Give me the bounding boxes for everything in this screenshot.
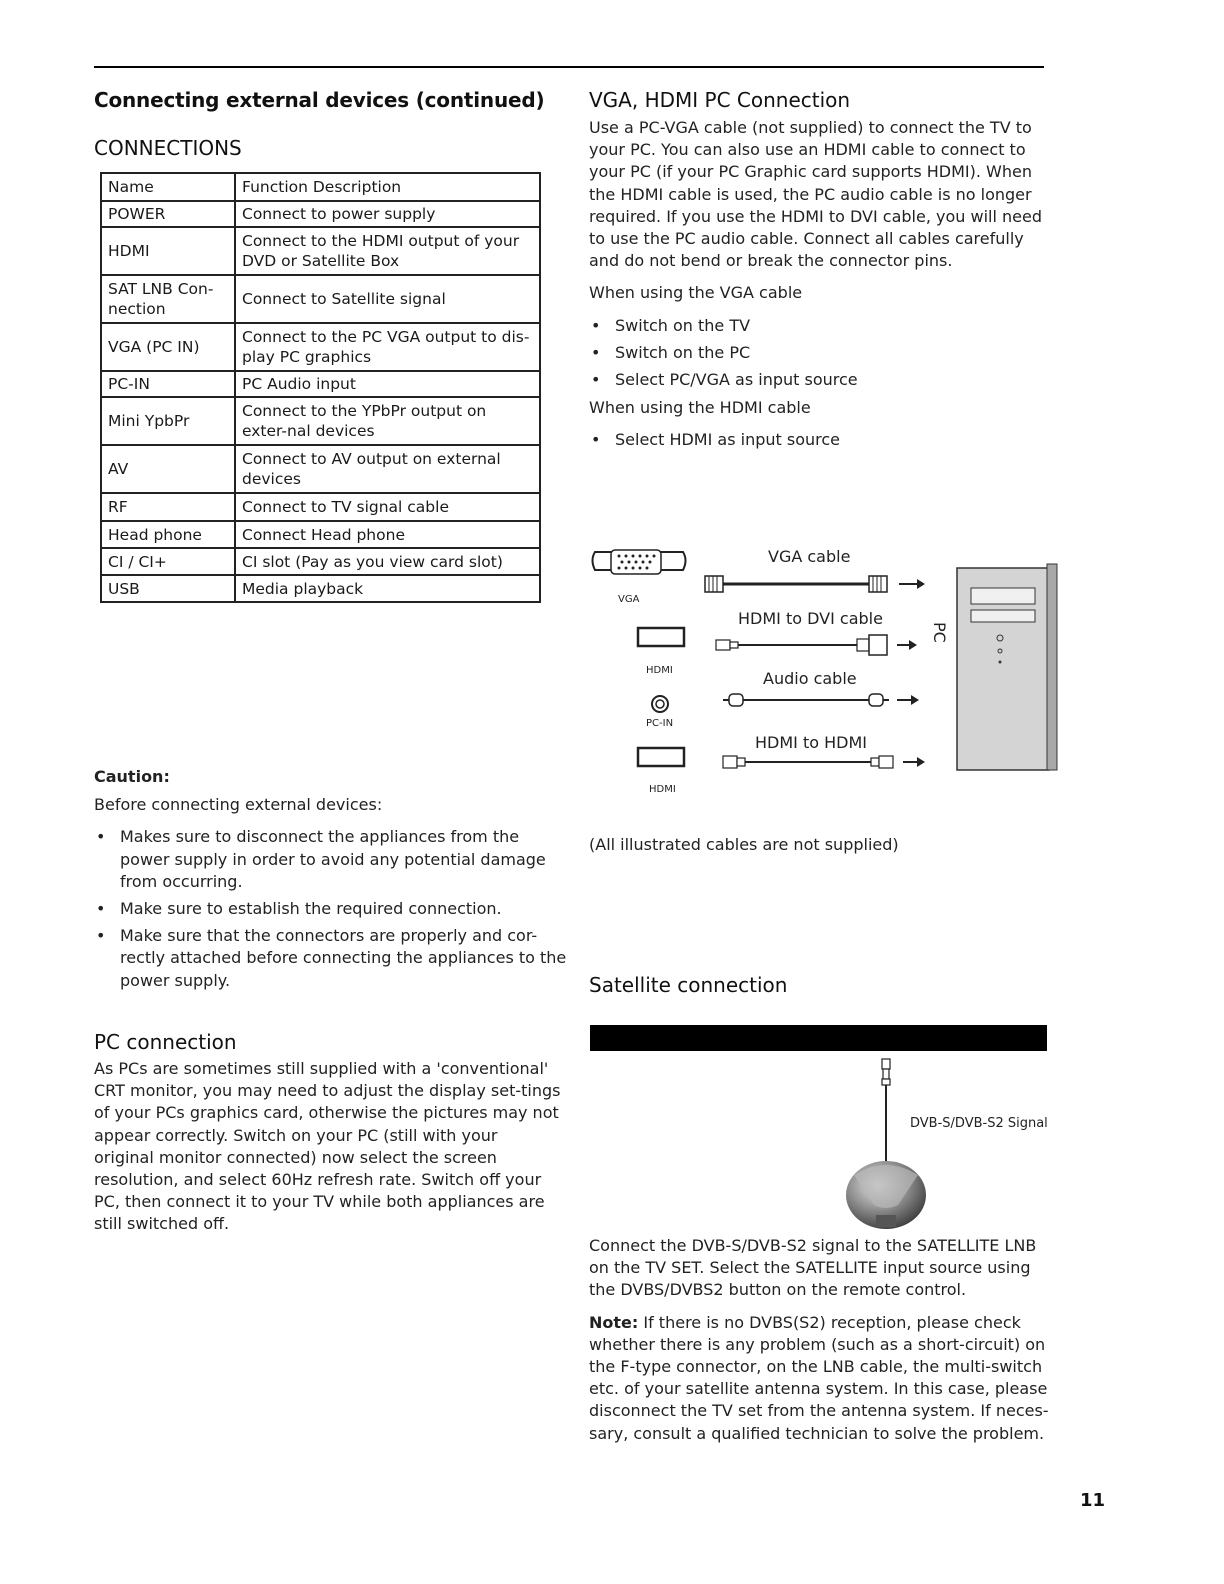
row-name: HDMI [101, 227, 235, 275]
row-desc: Connect to the YPbPr output on exter-nal devices [235, 397, 540, 445]
row-desc: Connect Head phone [235, 521, 540, 548]
row-desc: CI slot (Pay as you view card slot) [235, 548, 540, 575]
note-label: Note: [589, 1312, 639, 1332]
row-name: AV [101, 445, 235, 493]
table-row [101, 548, 540, 575]
vga-cable-label: VGA cable [768, 547, 851, 566]
list-item: • Select HDMI as input source [589, 429, 1059, 451]
table-row [101, 521, 540, 548]
caution-list [94, 826, 569, 991]
connections-heading: CONNECTIONS [94, 136, 242, 160]
row-name: USB [101, 575, 235, 602]
pc-connection-body: As PCs are sometimes still supplied with a 'conventional' CRT monitor, you may need to adjust the display set-tings of your PCs graphics card, otherwise the pictures may not appear correctly. Switch on your PC (still with your original monitor connected) now select the screen resolution, and select 60Hz refresh rate. Switch off your PC, then connect it to your TV while both appliances are still switched off. [94, 1059, 561, 1234]
list-item: • Switch on the TV [589, 315, 1059, 337]
satellite-body: Connect the DVB-S/DVB-S2 signal to the SATELLITE LNB on the TV SET. Select the SATELLITE input source using the DVBS/DVBS2 button on the remote control. [589, 1236, 1037, 1300]
left-column [94, 88, 569, 603]
hdmi-port-icon [638, 628, 684, 646]
table-row [101, 397, 540, 445]
f-connector-icon [882, 1059, 890, 1167]
list-item: • Make sure that the connectors are properly and cor-rectly attached before connecting the appliances to the power supply. [94, 925, 569, 992]
satellite-signal-label: DVB-S/DVB-S2 Signal [910, 1116, 1048, 1131]
row-name: RF [101, 493, 235, 521]
vga-hdmi-heading: VGA, HDMI PC Connection [589, 88, 851, 112]
row-desc: Connect to Satellite signal [235, 275, 540, 323]
audio-cable-icon [723, 694, 919, 706]
table-header-function: Function Description [235, 173, 540, 201]
row-desc: Media playback [235, 575, 540, 602]
caution-section [94, 766, 569, 992]
row-desc: Connect to AV output on external devices [235, 445, 540, 493]
table-row [101, 371, 540, 397]
satellite-lnb-icon [846, 1161, 926, 1229]
page-number: 11 [1080, 1490, 1106, 1511]
caution-intro: Before connecting external devices: [94, 795, 383, 815]
table-row [101, 275, 540, 323]
table-row [101, 445, 540, 493]
row-desc: Connect to power supply [235, 201, 540, 227]
pc-connection-section [94, 1030, 562, 1236]
vga-steps [589, 315, 1059, 392]
table-row [101, 575, 540, 602]
satellite-text [589, 1235, 1059, 1445]
pc-tower-icon [957, 564, 1057, 770]
satellite-note [589, 1312, 1059, 1445]
right-column [589, 88, 1059, 452]
hdmi-intro: When using the HDMI cable [589, 398, 811, 418]
hdmi-port-icon [638, 748, 684, 766]
pc-connection-diagram [585, 540, 1065, 800]
hdmi-port-label: HDMI [649, 784, 676, 795]
table-row [101, 201, 540, 227]
connections-table [100, 172, 541, 603]
table-row [101, 323, 540, 371]
audio-cable-label: Audio cable [763, 669, 857, 688]
list-item: • Makes sure to disconnect the appliances from the power supply in order to avoid any potential damage from occurring. [94, 826, 569, 893]
hdmi-hdmi-cable-icon [723, 756, 925, 768]
cables-note: (All illustrated cables are not supplied) [589, 835, 899, 854]
table-row [101, 227, 540, 275]
vga-intro: When using the VGA cable [589, 283, 803, 303]
list-item: • Switch on the PC [589, 342, 1059, 364]
row-desc: Connect to the PC VGA output to dis-play PC graphics [235, 323, 540, 371]
top-rule [94, 66, 1044, 68]
table-header-row [101, 173, 540, 201]
hdmi-dvi-cable-icon [716, 635, 917, 655]
hdmi-port-label: HDMI [646, 665, 673, 676]
row-name: VGA (PC IN) [101, 323, 235, 371]
hdmi-steps [589, 429, 1059, 451]
row-name: SAT LNB Con-nection [101, 275, 235, 323]
pc-label: PC [930, 622, 949, 643]
satellite-diagram [840, 1055, 1070, 1230]
row-desc: Connect to TV signal cable [235, 493, 540, 521]
row-desc: PC Audio input [235, 371, 540, 397]
row-name: POWER [101, 201, 235, 227]
table-row [101, 493, 540, 521]
vga-port-icon [593, 550, 686, 574]
row-name: CI / CI+ [101, 548, 235, 575]
caution-title: Caution: [94, 767, 170, 786]
row-name: PC-IN [101, 371, 235, 397]
hdmi-dvi-cable-label: HDMI to DVI cable [738, 609, 883, 628]
list-item: • Make sure to establish the required connection. [94, 898, 569, 920]
table-header-name: Name [101, 173, 235, 201]
hdmi-hdmi-cable-label: HDMI to HDMI [755, 733, 867, 752]
satellite-banner-bar [590, 1025, 1047, 1051]
row-name: Head phone [101, 521, 235, 548]
row-desc: Connect to the HDMI output of your DVD or Satellite Box [235, 227, 540, 275]
row-name: Mini YpbPr [101, 397, 235, 445]
vga-hdmi-body: Use a PC-VGA cable (not supplied) to connect the TV to your PC. You can also use an HDMI cable to connect to your PC (if your PC Graphic card supports HDMI). When the HDMI cable is used, the PC audio cable is no longer required. If you use the HDMI to DVI cable, you will need to use the PC audio cable. Connect all cables carefully and do not bend or break the connector pins. [589, 118, 1042, 271]
vga-cable-icon [705, 576, 925, 592]
pc-connection-heading: PC connection [94, 1030, 237, 1054]
page-title: Connecting external devices (continued) [94, 88, 545, 112]
list-item: • Select PC/VGA as input source [589, 369, 1059, 391]
pcin-port-label: PC-IN [646, 718, 674, 729]
audio-port-icon [652, 696, 668, 712]
vga-port-label: VGA [618, 594, 640, 605]
satellite-heading: Satellite connection [589, 973, 788, 997]
note-body: If there is no DVBS(S2) reception, please check whether there is any problem (such as a short-circuit) on the F-type connector, on the LNB cable, the multi-switch etc. of your satellite antenna system. In this case, please disconnect the TV set from the antenna system. If neces-sary, consult a qualified technician to solve the problem. [589, 1312, 1049, 1443]
